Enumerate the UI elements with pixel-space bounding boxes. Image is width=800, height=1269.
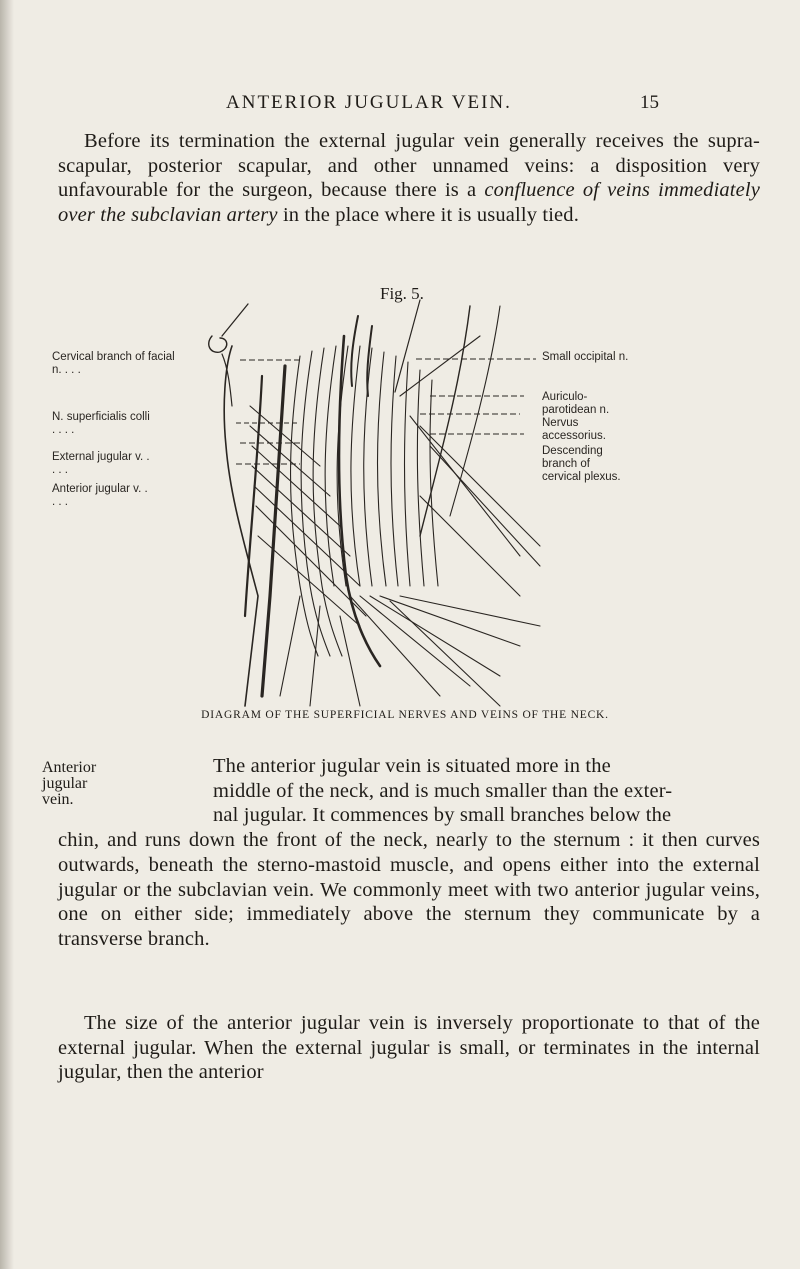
diagram-title: DIAGRAM OF THE SUPERFICIAL NERVES AND VEINS OF THE NECK. xyxy=(201,709,609,721)
page-header xyxy=(0,92,800,116)
paragraph-3 xyxy=(58,1011,760,1085)
label-small-occipital: Small occipital n. xyxy=(542,351,629,363)
label-descending-branch: Descending branch of cervical plexus. xyxy=(542,445,621,483)
paragraph-2 xyxy=(58,754,760,952)
paragraph-1-text: Before its termination the external jugular vein generally receives the supra-scapular, posterior scapular, and other unnamed veins: a disposition very unfavourable for the surgeon, because there is a xyxy=(58,130,760,202)
label-nervus-accessorius: Nervus accessorius. xyxy=(542,417,606,442)
page-number: 15 xyxy=(640,92,659,113)
label-anterior-jugular: Anterior jugular v. . . . . xyxy=(52,483,148,508)
running-head: ANTERIOR JUGULAR VEIN. xyxy=(226,92,512,113)
label-auriculo-parotidean: Auriculo-parotidean n. xyxy=(542,391,610,416)
paragraph-1 xyxy=(58,129,760,228)
figure-caption: Fig. 5. xyxy=(380,284,424,303)
paragraph-2-line-3: nal jugular. It commences by small branches below the xyxy=(213,804,672,827)
paragraph-1-end: in the place where it is usually tied. xyxy=(277,204,579,227)
paragraph-3-text: The size of the anterior jugular vein is inversely proportionate to that of the external jugular. When the external jugular is small, or terminates in the internal jugular, then the anterior xyxy=(58,1012,760,1084)
paragraph-2-rest: chin, and runs down the front of the neck, nearly to the sternum : it then curves outwards, beneath the sterno-mastoid muscle, and opens either into the external jugular or the subclavian vein. We commonly meet with two anterior jugular veins, one on either side; immediately above the sternum they communicate by a transverse branch. xyxy=(58,829,760,950)
margin-note: Anterior jugular vein. xyxy=(42,759,97,808)
label-cervical-branch: Cervical branch of facial n. . . . xyxy=(52,351,175,376)
paragraph-2-line-2: middle of the neck, and is much smaller than the exter- xyxy=(213,779,673,802)
label-superficialis-colli: N. superficialis colli . . . . xyxy=(52,411,150,436)
paragraph-1-emphasis: confluence of veins immediately over the subclavian artery xyxy=(58,179,760,227)
label-external-jugular: External jugular v. . . . . xyxy=(52,451,150,476)
paragraph-2-line-1: The anterior jugular vein is situated more in the xyxy=(213,755,611,777)
